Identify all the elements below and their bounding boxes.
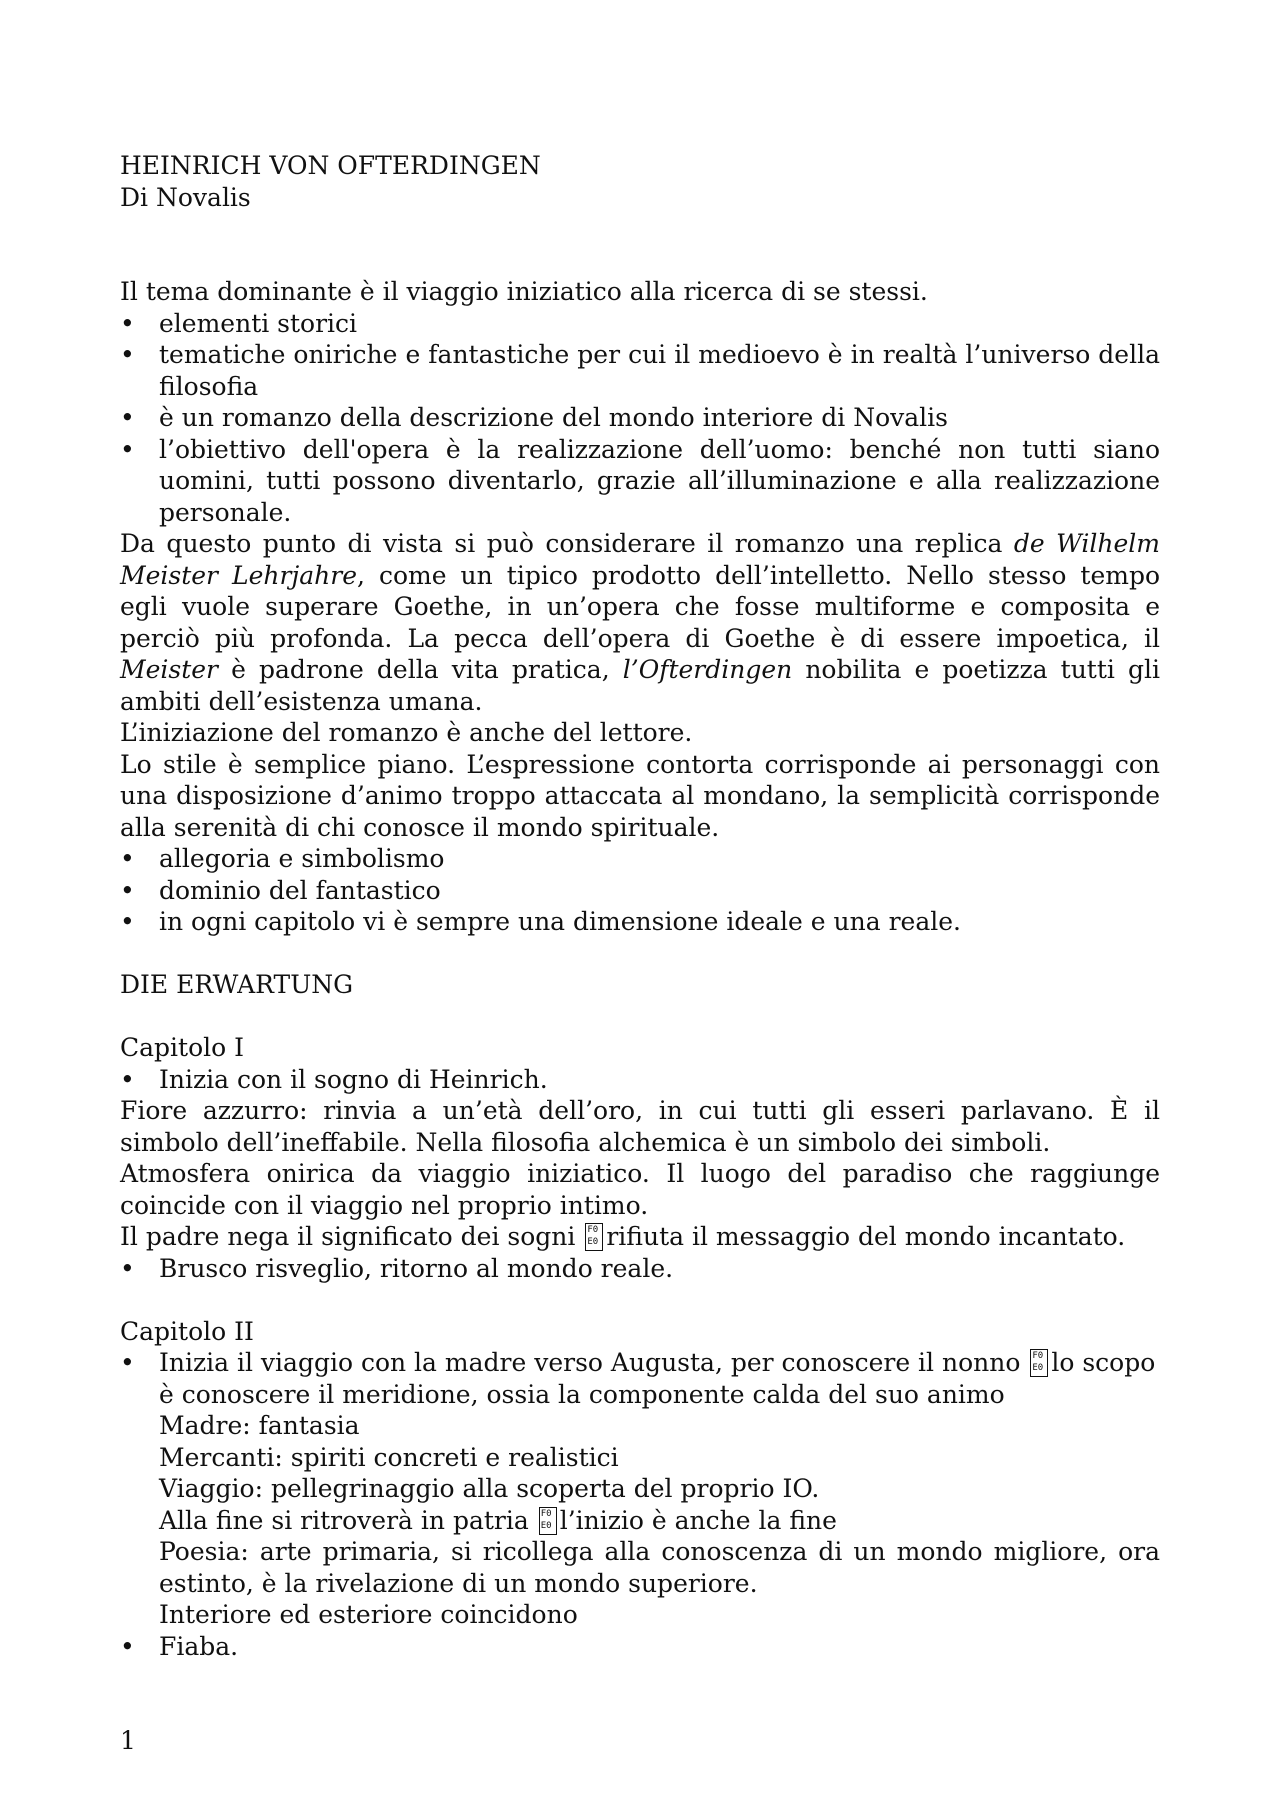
chapter-2-journey: [159, 1347, 1160, 1410]
chapter-2-bullets: [120, 1347, 1160, 1662]
text-span: Inizia il viaggio con la madre verso Augusta, per conoscere il nonno: [159, 1348, 1029, 1377]
chapter-2-mercanti: Mercanti: spiriti concreti e realistici: [159, 1442, 619, 1472]
list-item: • l’obiettivo dell'opera è la realizzazione dell’uomo: benché non tutti siano uomini, tutti possono diventarlo, grazie all’illuminazione e alla realizzazione personale.: [120, 434, 1160, 529]
page-number: 1: [120, 1726, 136, 1755]
list-item: • Inizia con il sogno di Heinrich.: [120, 1064, 1160, 1096]
italic-title: de Wilhelm Meister Lehrjahre: [120, 529, 1160, 590]
list-item: • Brusco risveglio, ritorno al mondo reale.: [120, 1253, 1160, 1285]
spacer: [120, 1001, 1160, 1033]
arrow-symbol-icon: [1030, 1349, 1048, 1377]
chapter-1-bullets: [120, 1064, 1160, 1096]
italic-title: l’Ofterdingen: [622, 655, 793, 684]
document-page: [120, 150, 1160, 1662]
spacer: [120, 1284, 1160, 1316]
text-span: Il padre nega il significato dei sogni: [120, 1222, 584, 1251]
chapter-2-poesia: Poesia: arte primaria, si ricollega alla conoscenza di un mondo migliore, ora estinto, è la rivelazione di un mondo superiore.: [159, 1537, 1160, 1598]
list-item: • tematiche oniriche e fantastiche per cui il medioevo è in realtà l’universo della filosofia: [120, 339, 1160, 402]
intro-paragraph-initiation: L’iniziazione del romanzo è anche del lettore.: [120, 718, 693, 747]
list-item: • è un romanzo della descrizione del mondo interiore di Novalis: [120, 402, 1160, 434]
intro-bullet-list: [120, 308, 1160, 529]
list-item: • allegoria e simbolismo: [120, 843, 1160, 875]
spacer: [120, 938, 1160, 970]
text-span: Da questo punto di vista si può considerare il romanzo una replica: [120, 529, 1014, 558]
text-span: è padrone della vita pratica,: [218, 655, 623, 684]
intro-lead: Il tema dominante è il viaggio iniziatico alla ricerca di se stessi.: [120, 277, 928, 306]
chapter-1-paragraph-atmosfera: Atmosfera onirica da viaggio iniziatico. Il luogo del paradiso che raggiunge coincide con il viaggio nel proprio intimo.: [120, 1159, 1160, 1220]
list-item: [120, 1347, 1160, 1631]
section-title: DIE ERWARTUNG: [120, 970, 354, 999]
text-span: rifiuta il messaggio del mondo incantato.: [606, 1222, 1126, 1251]
text-span: , come un tipico prodotto dell’intelletto. Nello stesso tempo egli vuole superare Goethe, in un’opera che fosse multiforme e composita e perciò più profonda. La pecca dell’opera di Goethe è di essere impoetica, il: [120, 560, 1160, 653]
chapter-2-fine: [159, 1505, 1160, 1537]
chapter-2-viaggio: Viaggio: pellegrinaggio alla scoperta del proprio IO.: [159, 1474, 820, 1503]
spacer: [120, 213, 1160, 276]
list-item: • elementi storici: [120, 308, 1160, 340]
chapter-2-madre: Madre: fantasia: [159, 1411, 360, 1440]
intro-paragraph-style: Lo stile è semplice piano. L’espressione contorta corrisponde ai personaggi con una disposizione d’animo troppo attaccata al mondano, la semplicità corrisponde alla serenità di chi conosce il mondo spirituale.: [120, 749, 1160, 842]
chapter-2-interiore: Interiore ed esteriore coincidono: [159, 1600, 578, 1629]
text-span: nobilita e poetizza tutti gli ambiti dell’esistenza umana.: [120, 655, 1160, 716]
text-span: Alla fine si ritroverà in patria: [159, 1505, 537, 1535]
italic-title: Meister: [120, 655, 219, 684]
list-item: • in ogni capitolo vi è sempre una dimensione ideale e una reale.: [120, 906, 1160, 938]
text-span: lo scopo è conoscere il meridione, ossia la componente calda del suo animo: [159, 1348, 1156, 1409]
arrow-symbol-icon: [539, 1507, 557, 1535]
chapter-2-title: Capitolo II: [120, 1316, 254, 1346]
list-item: • Fiaba.: [120, 1631, 1160, 1663]
arrow-symbol-icon: [585, 1223, 603, 1251]
chapter-1-bullets-2: [120, 1253, 1160, 1285]
document-author: Di Novalis: [120, 182, 251, 212]
chapter-1-title: Capitolo I: [120, 1033, 244, 1062]
text-span: l’inizio è anche la fine: [559, 1505, 837, 1535]
document-title: HEINRICH VON OFTERDINGEN: [120, 151, 541, 180]
chapter-1-paragraph-fiore: Fiore azzurro: rinvia a un’età dell’oro, in cui tutti gli esseri parlavano. È il simbolo dell’ineffabile. Nella filosofia alchemica è un simbolo dei simboli.: [120, 1096, 1160, 1157]
chapter-1-paragraph-padre: [120, 1221, 1160, 1253]
intro-bullet-list-2: [120, 843, 1160, 938]
list-item: • dominio del fantastico: [120, 875, 1160, 907]
intro-paragraph-replica: [120, 528, 1160, 717]
